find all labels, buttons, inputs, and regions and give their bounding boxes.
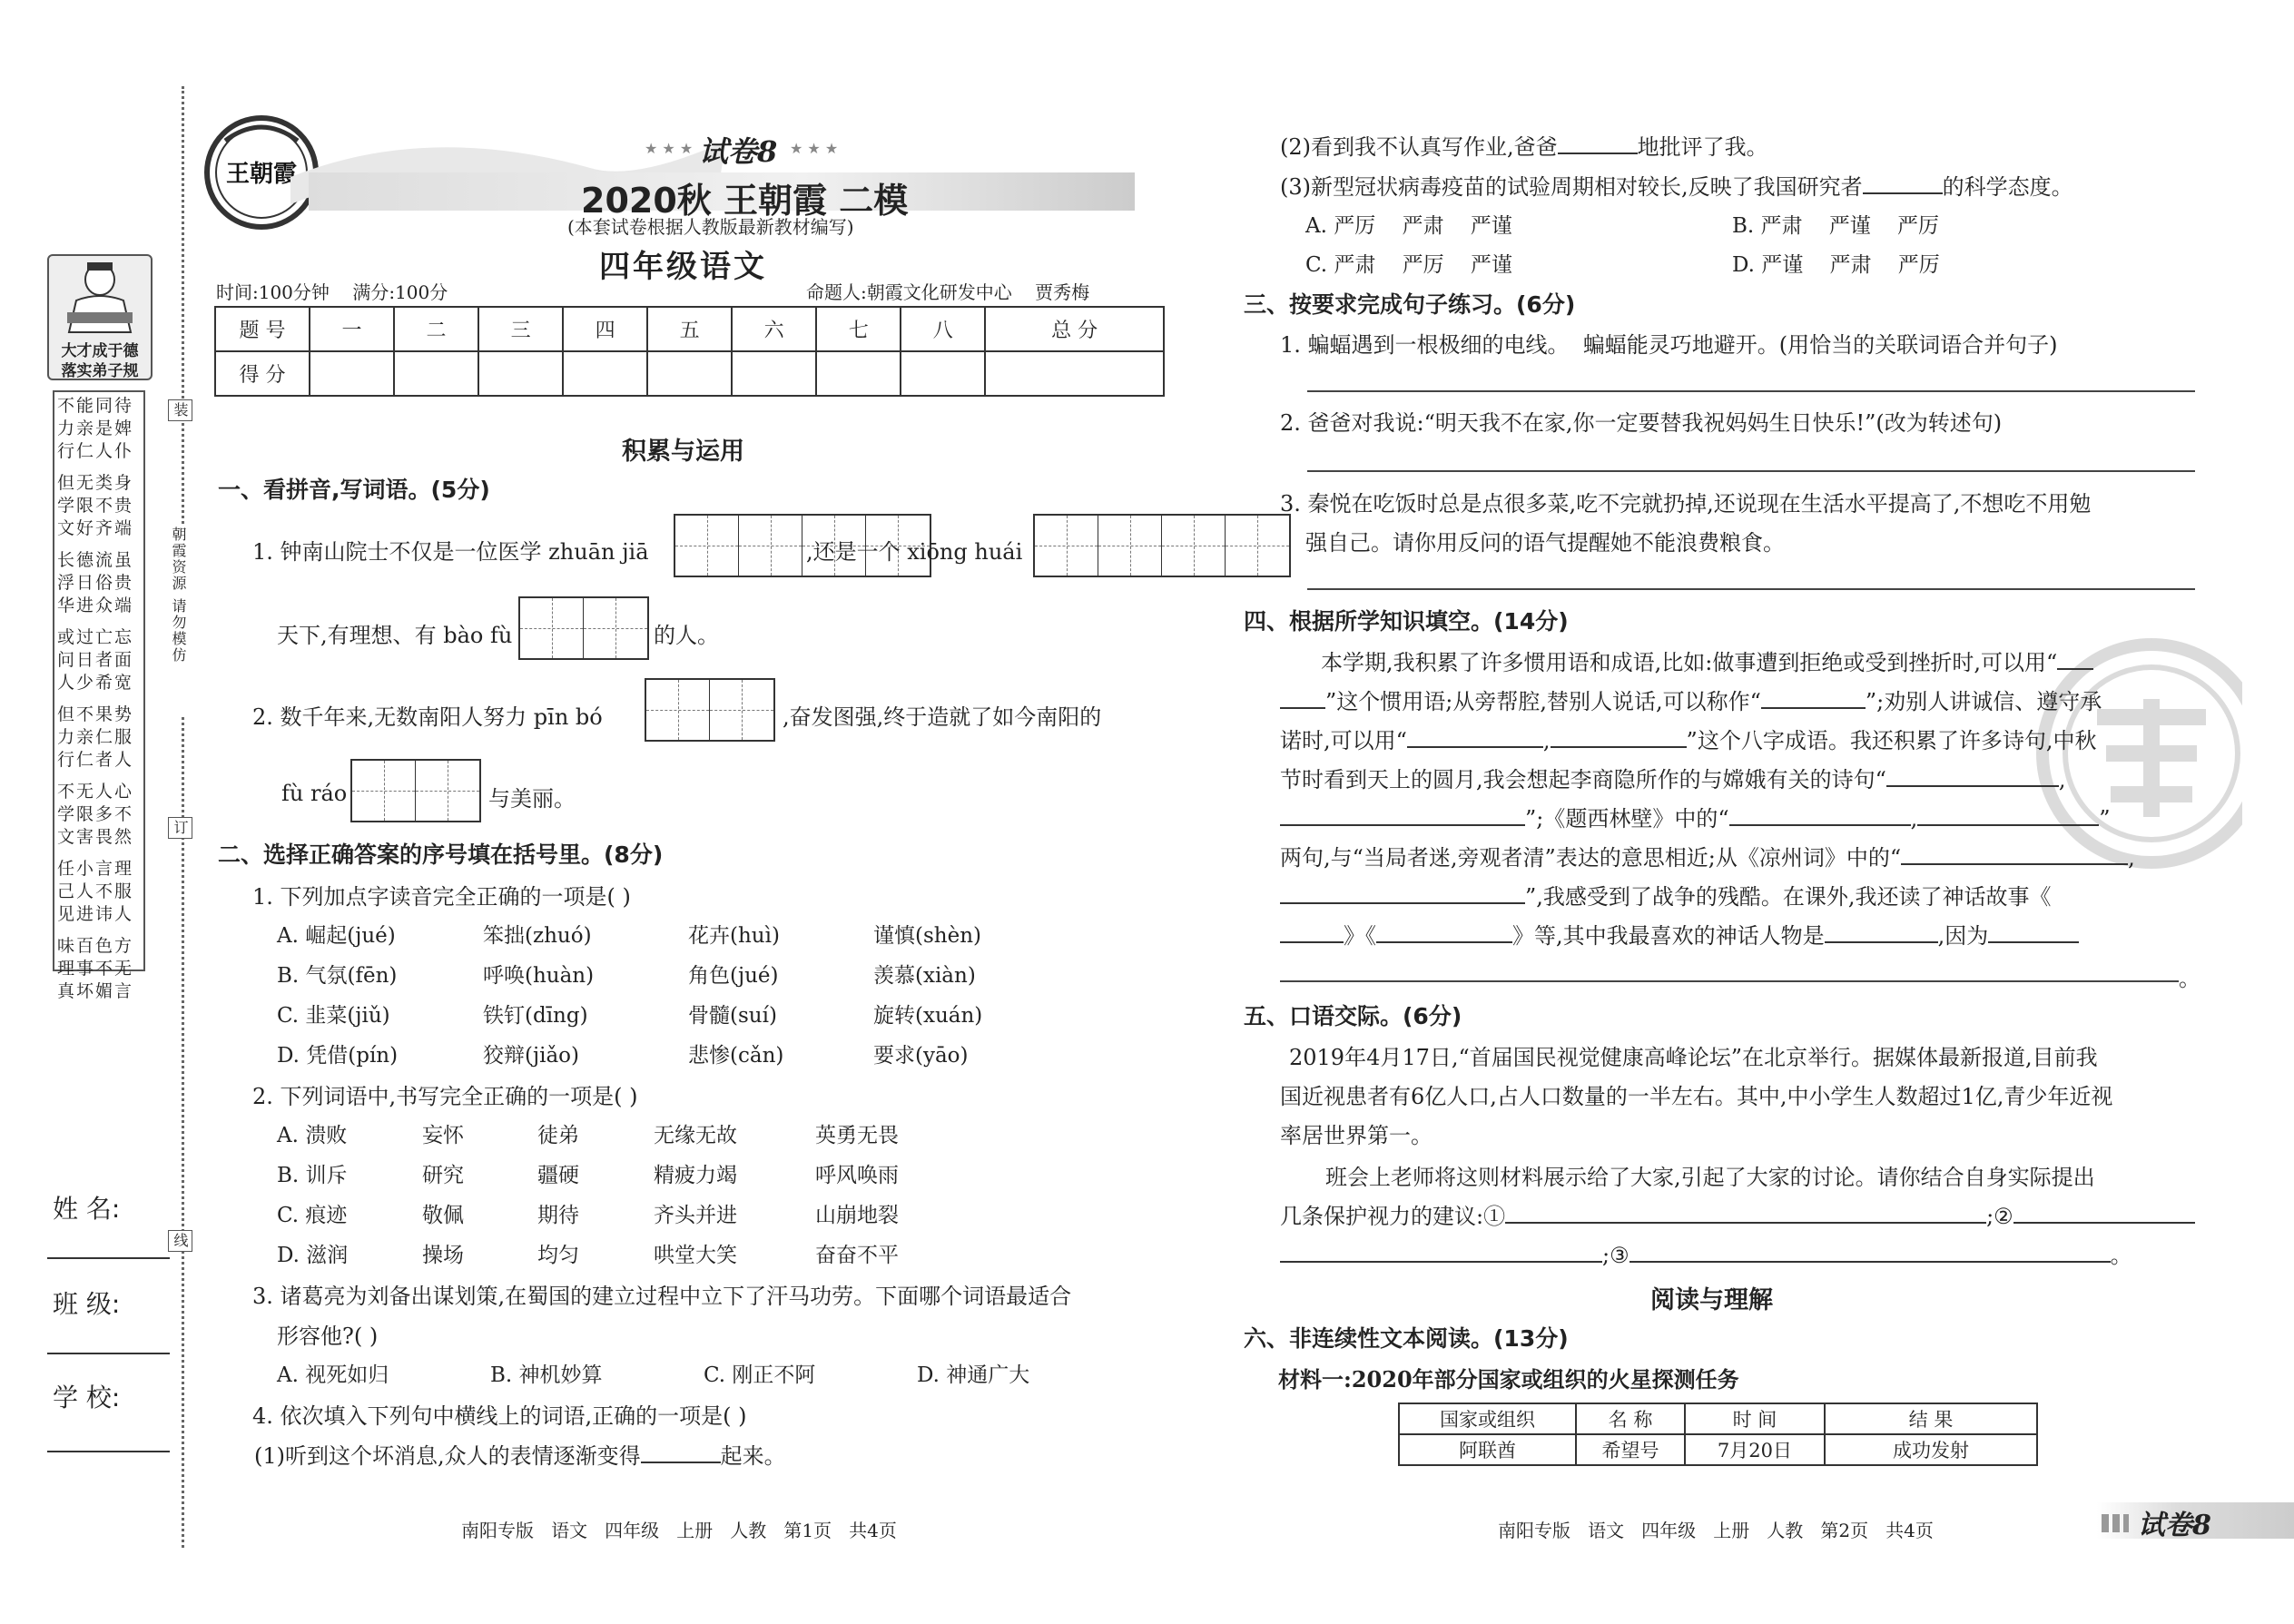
- q4-blank[interactable]: [1280, 901, 1525, 904]
- table-cell: 7月20日: [1685, 1434, 1825, 1465]
- poem-line: 但不果势: [57, 704, 134, 724]
- score-row-label: 得 分: [215, 351, 310, 396]
- poem-line: 浮日俗贵: [57, 573, 134, 593]
- q2-3-stem-a: 3. 诸葛亮为刘备出谋划策,在蜀国的建立过程中立下了汗马功劳。下面哪个词语最适合: [252, 1284, 1072, 1309]
- q2-1-opt: 呼唤(huàn): [483, 964, 595, 988]
- poem-line: 不能同待: [57, 396, 134, 416]
- logo-text: 王朝霞: [225, 161, 298, 188]
- q2-2-opt: A. 溃败: [277, 1124, 348, 1147]
- q5-text: 几条保护视力的建议:①: [1280, 1204, 1506, 1229]
- q4-line-5: ”;《题西林壁》中的“ , ”: [1280, 801, 2111, 832]
- q2-2-opt: 敬佩: [422, 1204, 464, 1227]
- q1-1-text-a: 1. 钟南山院士不仅是一位医学 zhuān jiā: [252, 539, 649, 565]
- q4-text: 节时看到天上的圆月,我会想起李商隐所作的与嫦娥有关的诗句“: [1280, 767, 1886, 792]
- poem-line: 学限不贵: [57, 496, 134, 516]
- poem-line: 任小言理: [57, 859, 134, 879]
- q2-2-opt: B. 训斥: [277, 1164, 348, 1187]
- exam-note: (本套试卷根据人教版最新教材编写): [567, 216, 854, 238]
- q4-blank[interactable]: [1988, 940, 2079, 943]
- school-label: 学 校:: [53, 1383, 121, 1412]
- q3-2-text: 2. 爸爸对我说:“明天我不在家,你一定要替我祝妈妈生日快乐!”(改为转述句): [1280, 410, 2003, 436]
- q4-text: ”;《题西林壁》中的“: [1525, 806, 1729, 832]
- q4-blank[interactable]: [1551, 745, 1687, 748]
- q2-1-opt: 狡辩(jiǎo): [483, 1044, 579, 1068]
- q4-line-6: 两句,与“当局者迷,旁观者清”表达的意思相近;从《凉州词》中的“ ,: [1280, 845, 2135, 871]
- poem-line: 华进众端: [57, 595, 134, 615]
- q2-1-opt: 旋转(xuán): [873, 1004, 983, 1028]
- q2-1-opt: C. 韭菜(jiǔ): [277, 1004, 390, 1028]
- q2-4-2-blank[interactable]: [1558, 152, 1638, 154]
- q5-p1-b: 国近视患者有6亿人口,占人口数量的一半左右。其中,中小学生人数超过1亿,青少年近视: [1280, 1084, 2113, 1109]
- q3-1-text: 1. 蝙蝠遇到一根极细的电线。 蝙蝠能灵巧地避开。(用恰当的关联词语合并句子): [1280, 332, 2058, 358]
- motto-line-1: 大才成于德: [61, 342, 139, 360]
- q2-4-opt: C. 严肃 严厉 严谨: [1305, 253, 1512, 277]
- q4-text: 》《: [1344, 923, 1376, 949]
- score-value-row: [215, 351, 1164, 396]
- q2-3-stem-b: 形容他?( ): [277, 1324, 379, 1349]
- table-row: [1399, 1434, 2037, 1465]
- q2-2-opt: 无缘无故: [654, 1124, 737, 1147]
- q2-4-2-text-b: 地批评了我。: [1637, 134, 1768, 160]
- q2-2-opt: 哄堂大笑: [654, 1244, 737, 1267]
- poem-line: 真坏媚言: [57, 981, 134, 1001]
- poem-line: 力亲是婢: [57, 418, 134, 438]
- q4-text: ”这个八字成语。我还积累了许多诗句,中秋: [1686, 728, 2097, 753]
- scholar-figure-icon: [49, 260, 151, 337]
- class-field[interactable]: [47, 1353, 170, 1354]
- q4-text: 》等,其中我最喜欢的神话人物是: [1512, 923, 1825, 949]
- q2-2-opt: 均匀: [537, 1244, 579, 1267]
- stars-left: ★ ★ ★: [645, 140, 694, 157]
- q2-4-3-text: [1280, 169, 2073, 201]
- q2-2-opt: 奋奋不平: [815, 1244, 899, 1267]
- poem-line: 见进讳人: [57, 904, 134, 924]
- poem-line: 味百色方: [57, 936, 134, 956]
- score-head-cell: 五: [647, 307, 732, 351]
- q2-4-1-text: [254, 1438, 786, 1470]
- author: 命题人:朝霞文化研发中心 贾秀梅: [806, 281, 1090, 303]
- q2-2-opt: 英勇无畏: [815, 1124, 899, 1147]
- q2-1-opt: 羡慕(xiàn): [873, 964, 976, 988]
- q2-3-opt: B. 神机妙算: [490, 1363, 603, 1387]
- score-cell[interactable]: [985, 351, 1164, 396]
- score-head-cell: 题 号: [215, 307, 310, 351]
- q4-blank[interactable]: [1280, 940, 1344, 943]
- score-head-cell: 七: [816, 307, 901, 351]
- poem-line: 学限多不: [57, 804, 134, 824]
- poem-group: [57, 704, 141, 772]
- q4-line-4: 节时看到天上的圆月,我会想起李商隐所作的与嫦娥有关的诗句“ ,: [1280, 767, 2066, 792]
- q4-end: 。: [2179, 966, 2200, 991]
- q5-p2-c: [1280, 1237, 2132, 1269]
- poem-line: 但无类身: [57, 473, 134, 493]
- q5-title: 五、口语交际。(6分): [1244, 1003, 1462, 1029]
- corner-squares: [2102, 1514, 2129, 1532]
- class-label: 班 级:: [53, 1289, 121, 1319]
- q2-2-stem: 2. 下列词语中,书写完全正确的一项是( ): [252, 1084, 638, 1109]
- binding-mark-xian: 线: [168, 1230, 192, 1252]
- q5-blank-2b[interactable]: [1280, 1260, 1602, 1263]
- name-label: 姓 名:: [53, 1194, 121, 1224]
- q3-3-text-b: 强自己。请你用反问的语气提醒她不能浪费粮食。: [1305, 530, 1785, 556]
- motto-box: [47, 254, 153, 380]
- q1-2-text-b: ,奋发图强,终于造就了如今南阳的: [783, 704, 1102, 730]
- q4-blank[interactable]: [1376, 940, 1512, 943]
- score-head-cell: 总 分: [985, 307, 1164, 351]
- footer-right: 南阳专版 语文 四年级 上册 人教 第2页 共4页: [1498, 1520, 1934, 1541]
- q4-line-2: [1280, 684, 2102, 715]
- table-header-row: [1399, 1403, 2037, 1434]
- q4-line-7: [1280, 879, 2052, 910]
- name-field[interactable]: [47, 1257, 170, 1259]
- q4-text: 两句,与“当局者迷,旁观者清”表达的意思相近;从《凉州词》中的“: [1280, 845, 1902, 871]
- q5-blank-3[interactable]: [1629, 1260, 2111, 1263]
- q2-2-opt: 齐头并进: [654, 1204, 737, 1227]
- q2-2-opt: 疆硬: [537, 1164, 579, 1187]
- q5-p1-a: 2019年4月17日,“首届国民视觉健康高峰论坛”在北京举行。据媒体最新报道,目前我: [1289, 1045, 2098, 1070]
- section-title-1: 积累与运用: [622, 438, 744, 466]
- score-cell[interactable]: [816, 351, 901, 396]
- q4-blank[interactable]: [1917, 823, 2099, 826]
- q2-4-3-text-a: (3)新型冠状病毒疫苗的试验周期相对较长,反映了我国研究者: [1280, 174, 1863, 200]
- q2-1-opt: 笨拙(zhuó): [483, 924, 592, 948]
- score-head-cell: 二: [394, 307, 478, 351]
- q2-1-opt: 骨髓(suí): [688, 1004, 777, 1028]
- score-head-cell: 四: [563, 307, 647, 351]
- q2-1-opt: 悲惨(cǎn): [688, 1044, 784, 1068]
- q2-4-2-text-a: (2)看到我不认真写作业,爸爸: [1280, 134, 1558, 160]
- q3-3-answer-line[interactable]: [1307, 588, 2195, 590]
- q5-blank-1[interactable]: [1505, 1221, 1986, 1224]
- q4-blank[interactable]: [1761, 706, 1866, 709]
- q4-title: 四、根据所学知识填空。(14分): [1244, 608, 1569, 635]
- table-header-cell: 名 称: [1576, 1403, 1685, 1434]
- q4-line-3: 诺时,可以用“ , ”这个八字成语。我还积累了许多诗句,中秋: [1280, 728, 2097, 753]
- q2-2-opt: 精疲力竭: [654, 1164, 737, 1187]
- q2-4-opt: B. 严肃 严谨 严厉: [1732, 214, 1940, 238]
- score-table: [214, 306, 1165, 397]
- poem-group: [57, 781, 141, 849]
- score-cell[interactable]: [394, 351, 478, 396]
- poem-group: [57, 395, 141, 463]
- q2-4-stem: 4. 依次填入下列句中横线上的词语,正确的一项是( ): [252, 1403, 747, 1429]
- corner-label: 试卷8: [2138, 1510, 2211, 1541]
- q1-2-text-a: 2. 数千年来,无数南阳人努力 pīn bó: [252, 704, 603, 730]
- q2-2-opt: 山崩地裂: [815, 1204, 899, 1227]
- q2-1-opt: 谨慎(shèn): [873, 924, 981, 948]
- poem-group: [57, 472, 141, 540]
- q5-p1-c: 率居世界第一。: [1280, 1123, 1433, 1148]
- poem-group: [57, 935, 141, 1003]
- q4-blank[interactable]: [1901, 862, 2128, 865]
- q2-1-opt: 角色(jué): [688, 964, 779, 988]
- score-head-cell: 三: [478, 307, 563, 351]
- table-header-cell: 结 果: [1825, 1403, 2037, 1434]
- q1-2-text-c: fù ráo: [281, 781, 348, 806]
- time-score: 时间:100分钟 满分:100分: [216, 281, 448, 303]
- table-header-cell: 时 间: [1685, 1403, 1825, 1434]
- q3-3-text-a: 3. 秦悦在吃饭时总是点很多菜,吃不完就扔掉,还说现在生活水平提高了,不想吃不用勉: [1280, 491, 2092, 517]
- poem-group: [57, 549, 141, 617]
- q2-2-opt: D. 滋润: [277, 1244, 349, 1267]
- exam-title: 2020秋 王朝霞 二模: [581, 181, 909, 221]
- q2-2-opt: C. 痕迹: [277, 1204, 348, 1227]
- q1-1-text-c: 天下,有理想、有 bào fù: [277, 623, 513, 648]
- q2-3-opt: C. 刚正不阿: [704, 1363, 816, 1387]
- section-title-2: 阅读与理解: [1650, 1286, 1773, 1314]
- q4-answer-line[interactable]: [1280, 980, 2179, 982]
- poem-group: [57, 858, 141, 926]
- q3-1-answer-line[interactable]: [1307, 390, 2195, 392]
- q1-1-text-d: 的人。: [654, 623, 719, 648]
- q1-title: 一、看拼音,写词语。(5分): [218, 477, 490, 503]
- table-cell: 成功发射: [1825, 1434, 2037, 1465]
- binding-mark-zhuang: 装: [168, 399, 192, 421]
- q3-2-answer-line[interactable]: [1307, 470, 2195, 472]
- q5-p2-a: 班会上老师将这则材料展示给了大家,引起了大家的讨论。请你结合自身实际提出: [1325, 1165, 2095, 1190]
- answer-grid-xionghuai[interactable]: [1033, 514, 1291, 577]
- score-cell[interactable]: [901, 351, 985, 396]
- q4-blank[interactable]: [1407, 745, 1543, 748]
- q4-blank[interactable]: [1729, 823, 1911, 826]
- q2-1-stem: 1. 下列加点字读音完全正确的一项是( ): [252, 884, 631, 910]
- q4-text: ”,我感受到了战争的残酷。在课外,我还读了神话故事《: [1525, 884, 2052, 910]
- subject-title: 四年级语文: [599, 249, 767, 285]
- motto-line-2: 落实弟子规: [61, 362, 139, 380]
- q5-text: ;②: [1986, 1204, 2013, 1229]
- q5-blank-2[interactable]: [2013, 1221, 2195, 1224]
- q4-blank[interactable]: [1886, 784, 2059, 787]
- table-header-cell: 国家或组织: [1399, 1403, 1576, 1434]
- stars-right: ★ ★ ★: [790, 140, 839, 157]
- q4-line-1: [1321, 645, 2093, 676]
- mars-mission-table: [1398, 1403, 2038, 1466]
- q1-1-text-b: ,还是一个 xiōng huái: [806, 539, 1023, 565]
- footer-left: 南阳专版 语文 四年级 上册 人教 第1页 共4页: [461, 1520, 897, 1541]
- q2-4-1-blank[interactable]: [641, 1461, 721, 1463]
- paper-label: 试卷8: [699, 134, 778, 169]
- score-cell[interactable]: [732, 351, 816, 396]
- score-head-cell: 一: [310, 307, 394, 351]
- poem-line: 不无人心: [57, 782, 134, 802]
- q2-2-opt: 妄怀: [422, 1124, 464, 1147]
- score-cell[interactable]: [478, 351, 563, 396]
- q2-2-opt: 研究: [422, 1164, 464, 1187]
- q2-3-opt: D. 神通广大: [917, 1363, 1030, 1387]
- q2-4-1-text-b: 起来。: [720, 1443, 786, 1469]
- answer-grid-furao[interactable]: [350, 759, 481, 822]
- q4-text: ,因为: [1937, 923, 1989, 949]
- poem-line: 文害畏然: [57, 827, 134, 847]
- q4-text: 诺时,可以用“: [1280, 728, 1407, 753]
- q2-2-opt: 操场: [422, 1244, 464, 1267]
- answer-grid-pinbo[interactable]: [645, 678, 775, 742]
- q4-blank[interactable]: [1280, 823, 1525, 826]
- poem-line: 行仁人仆: [57, 441, 134, 461]
- answer-grid-baofu[interactable]: [518, 596, 649, 660]
- q5-p2-b: [1280, 1198, 2195, 1230]
- poem-line: 长德流虽: [57, 550, 134, 570]
- q2-1-opt: 花卉(huì): [688, 924, 780, 948]
- q4-blank[interactable]: [1280, 706, 1325, 709]
- binding-mark-ding: 订: [168, 817, 192, 839]
- sidebar-poem: [53, 390, 145, 1001]
- score-cell[interactable]: [310, 351, 394, 396]
- q2-title: 二、选择正确答案的序号填在括号里。(8分): [218, 842, 664, 868]
- poem-line: 文好齐端: [57, 518, 134, 538]
- score-cell[interactable]: [647, 351, 732, 396]
- q2-4-2-text: [1280, 129, 1768, 161]
- q4-text: 本学期,我积累了许多惯用语和成语,比如:做事遭到拒绝或受到挫折时,可以用“: [1321, 650, 2058, 675]
- poem-line: 力亲仁服: [57, 727, 134, 747]
- q6-title: 六、非连续性文本阅读。(13分): [1244, 1325, 1569, 1352]
- q4-text: ”;劝别人讲诚信、遵守承: [1865, 689, 2102, 714]
- poem-line: 问日者面: [57, 650, 134, 670]
- poem-group: [57, 626, 141, 694]
- poem-line: 或过亡忘: [57, 627, 134, 647]
- score-head-cell: 六: [732, 307, 816, 351]
- q2-1-opt: A. 崛起(jué): [277, 924, 396, 948]
- q5-text: ;③: [1602, 1243, 1629, 1268]
- q2-2-opt: 呼风唤雨: [815, 1164, 899, 1187]
- q2-1-opt: 铁钉(dīng): [483, 1004, 588, 1028]
- q4-line-8: [1280, 918, 2079, 950]
- q5-text: 。: [2110, 1243, 2132, 1268]
- q2-3-opt: A. 视死如归: [277, 1363, 389, 1387]
- poem-line: 己人不服: [57, 881, 134, 901]
- q2-1-opt: D. 凭借(pín): [277, 1044, 399, 1068]
- q2-4-opt: A. 严厉 严肃 严谨: [1305, 214, 1512, 238]
- q2-4-opt: D. 严谨 严肃 严厉: [1732, 253, 1940, 277]
- q4-blank[interactable]: [2057, 667, 2093, 670]
- school-field[interactable]: [47, 1451, 170, 1452]
- material-1: 材料一:2020年部分国家或组织的火星探测任务: [1278, 1366, 1739, 1393]
- q2-2-opt: 期待: [537, 1204, 579, 1227]
- score-cell[interactable]: [563, 351, 647, 396]
- q2-4-1-text-a: (1)听到这个坏消息,众人的表情逐渐变得: [254, 1443, 641, 1469]
- q3-title: 三、按要求完成句子练习。(6分): [1244, 291, 1576, 318]
- q2-2-opt: 徒弟: [537, 1124, 579, 1147]
- q2-1-opt: B. 气氛(fēn): [277, 964, 398, 988]
- poem-line: 行仁者人: [57, 750, 134, 770]
- binding-notice: 朝霞资源 请勿模仿: [168, 527, 189, 717]
- q2-1-opt: 要求(yāo): [873, 1044, 969, 1068]
- q4-text: ”这个惯用语;从旁帮腔,替别人说话,可以称作“: [1325, 689, 1761, 714]
- q4-blank[interactable]: [1825, 940, 1938, 943]
- table-cell: 希望号: [1576, 1434, 1685, 1465]
- q1-2-text-d: 与美丽。: [488, 786, 576, 812]
- q2-4-3-blank[interactable]: [1863, 192, 1943, 194]
- score-head-cell: 八: [901, 307, 985, 351]
- q2-4-3-text-b: 的科学态度。: [1942, 174, 2073, 200]
- score-header-row: [215, 307, 1164, 351]
- table-cell: 阿联酋: [1399, 1434, 1576, 1465]
- poem-line: 人少希宽: [57, 673, 134, 693]
- poem-line: 理事不无: [57, 959, 134, 979]
